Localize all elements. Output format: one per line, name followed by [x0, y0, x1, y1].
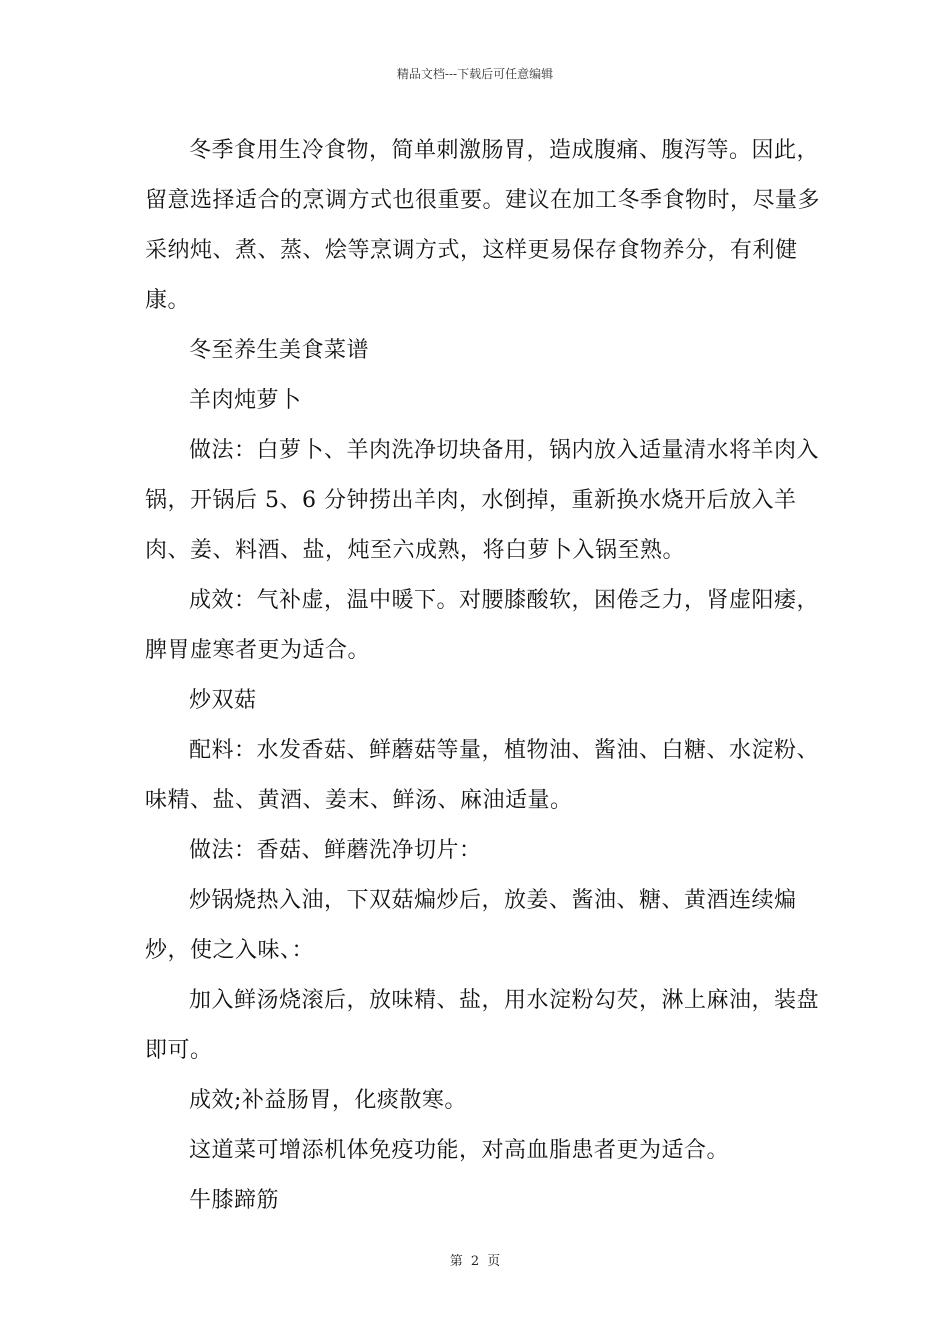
recipe-method: 做法：白萝卜、羊肉洗净切块备用，锅内放入适量清水将羊肉入锅，开锅后 5、6 分钟捞出羊肉，水倒掉，重新换水烧开后放入羊肉、姜、料酒、盐，炖至六成熟，将白萝卜入锅至熟。	[145, 438, 820, 563]
section-heading: 冬至养生美食菜谱	[189, 338, 370, 363]
recipe-title-double-mushroom: 炒双菇	[189, 688, 257, 713]
document-body	[145, 126, 833, 1226]
recipe-title-mutton-radish: 羊肉炖萝卜	[189, 388, 302, 413]
paragraph-intro: 冬季食用生冷食物，简单刺激肠胃，造成腹痛、腹泻等。因此，留意选择适合的烹调方式也很重要。建议在加工冬季食物时，尽量多采纳炖、煮、蒸、烩等烹调方式，这样更易保存食物养分，有利健康。	[145, 138, 821, 313]
page-number: 2	[470, 1254, 480, 1269]
recipe-effect: 成效：气补虚，温中暖下。对腰膝酸软，困倦乏力，肾虚阳痿，脾胃虚寒者更为适合。	[145, 588, 820, 663]
recipe-ingredients: 配料：水发香菇、鲜蘑菇等量，植物油、酱油、白糖、水淀粉、味精、盐、黄酒、姜末、鲜汤、麻油适量。	[145, 738, 820, 813]
recipe-step: 炒锅烧热入油，下双菇煸炒后，放姜、酱油、糖、黄酒连续煸炒，使之入味、：	[145, 888, 797, 963]
page-header: 精品文档---下载后可任意编辑	[396, 67, 554, 81]
recipe-method: 做法：香菇、鲜蘑洗净切片：	[189, 838, 482, 863]
recipe-effect: 成效;补益肠胃，化痰散寒。	[189, 1088, 467, 1113]
recipe-note: 这道菜可增添机体免疫功能，对高血脂患者更为适合。	[189, 1138, 730, 1163]
page-footer	[0, 1253, 950, 1271]
recipe-title-ox-knee-tendon: 牛膝蹄筋	[189, 1188, 280, 1213]
page-label-prefix: 第	[449, 1254, 463, 1269]
page-label-suffix: 页	[487, 1254, 501, 1269]
recipe-step: 加入鲜汤烧滚后，放味精、盐，用水淀粉勾芡，淋上麻油，装盘即可。	[145, 988, 820, 1063]
